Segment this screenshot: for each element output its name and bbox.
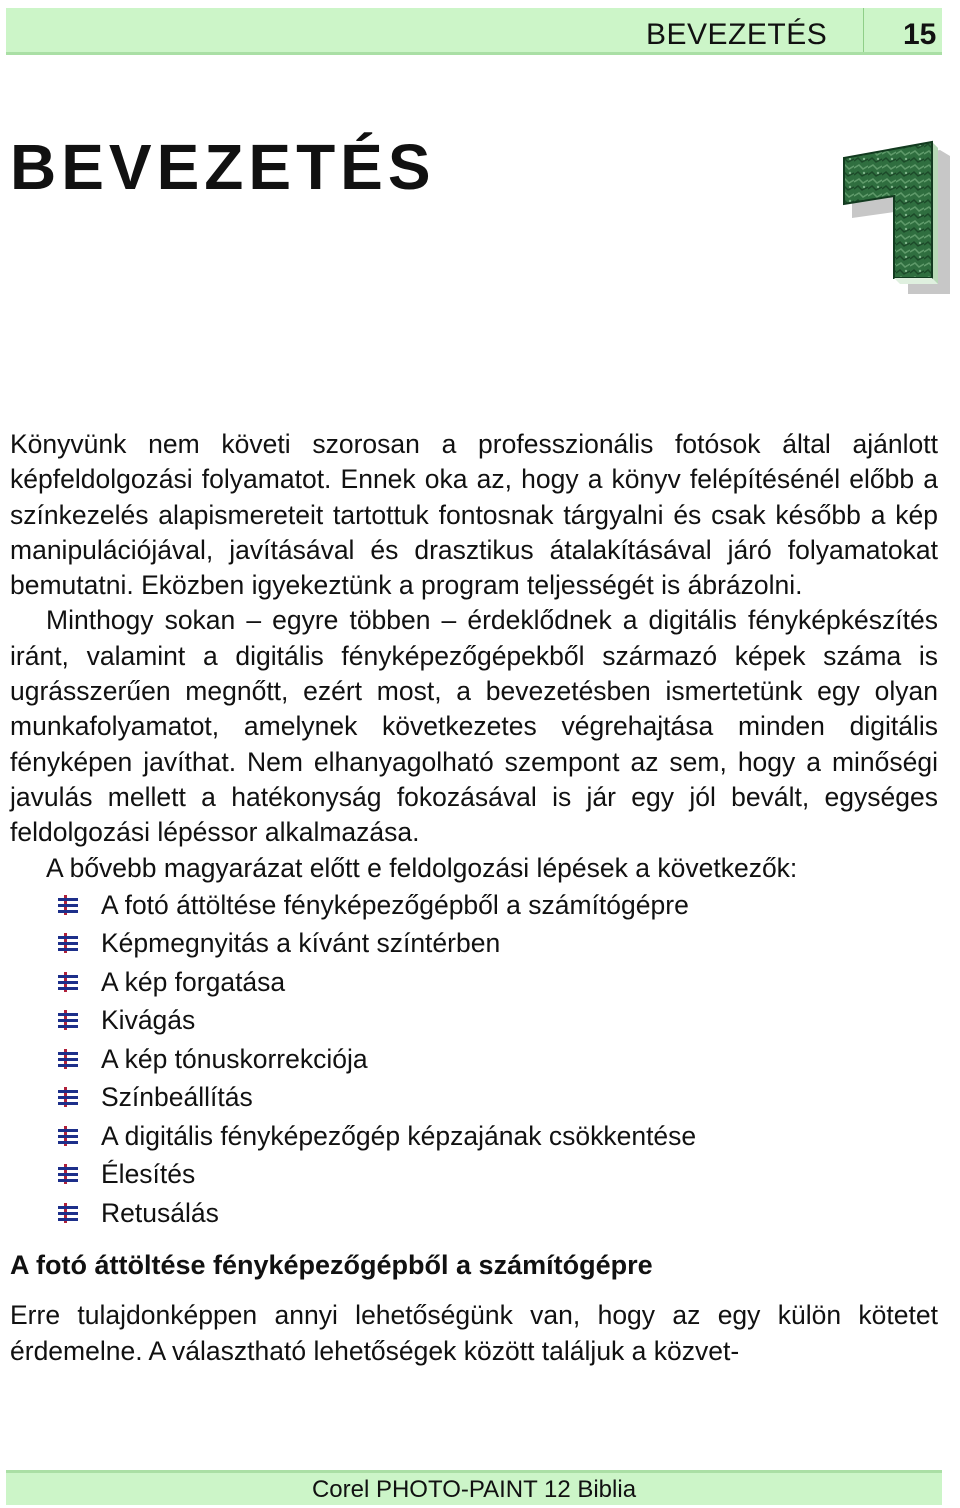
body-text: [10, 427, 938, 1369]
chapter-title: BEVEZETÉS: [10, 131, 436, 203]
list-item: [10, 1117, 938, 1156]
stacked-lines-bullet-icon: [54, 895, 82, 915]
list-item: [10, 1194, 938, 1233]
section-heading: A fotó áttöltése fényképezőgépből a számítógépre: [10, 1250, 653, 1281]
list-item: [10, 1078, 938, 1117]
step-label: A fotó áttöltése fényképezőgépből a számítógépre: [101, 889, 689, 920]
stacked-lines-bullet-icon: [54, 1203, 82, 1223]
stacked-lines-bullet-icon: [54, 1164, 82, 1184]
step-label: Élesítés: [101, 1159, 196, 1190]
running-footer: [6, 1470, 942, 1505]
stacked-lines-bullet-icon: [54, 1049, 82, 1069]
steps-list: [10, 886, 938, 1233]
list-item: [10, 1001, 938, 1040]
stacked-lines-bullet-icon: [54, 1126, 82, 1146]
running-header-title: BEVEZETÉS: [646, 18, 828, 51]
list-item: [10, 1040, 938, 1079]
page-number: 15: [903, 18, 937, 51]
stacked-lines-bullet-icon: [54, 933, 82, 953]
steps-intro: A bővebb magyarázat előtt e feldolgozási lépések a következők:: [46, 852, 798, 883]
list-item: [10, 924, 938, 963]
stacked-lines-bullet-icon: [54, 972, 82, 992]
header-divider: [863, 8, 864, 52]
list-item: [10, 963, 938, 1002]
intro-paragraph: Könyvünk nem követi szorosan a professzionális fotósok által ajánlott képfeldolgozási folyamatot. Ennek oka az, hogy a könyv felépítésénél előbb a színkezelés alapismereteit tartottuk fontosnak tárgyalni és csak később a kép manipulációjával, javításával és drasztikus átalakításával járó folyamatokat bemutatni. Eközben igyekeztünk a program teljességét is ábrázolni.: [10, 429, 938, 601]
running-header: [6, 8, 942, 55]
stacked-lines-bullet-icon: [54, 1087, 82, 1107]
list-item: [10, 886, 938, 925]
step-label: Kivágás: [101, 1005, 196, 1036]
chapter-number-graphic: [812, 136, 960, 296]
step-label: A digitális fényképezőgép képzajának csökkentése: [101, 1120, 697, 1151]
workflow-paragraph: Minthogy sokan – egyre többen – érdeklődnek a digitális fényképkészítés iránt, valamint a digitális fényképezőgépekből származó képek száma is ugrásszerűen megnőtt, ezért most, a bevezetésben ismertetünk egy olyan munkafolyamatot, amelynek következetes végrehajtása minden digitális fényképen javíthat. Nem elhanyagolható szempont az sem, hogy a minőségi javulás mellett a hatékonyság fokozásával is jár egy jól bevált, egységes feldolgozási lépéssor alkalmazása.: [10, 605, 938, 848]
step-label: A kép forgatása: [101, 966, 286, 997]
list-item: [10, 1155, 938, 1194]
book-title-footer: Corel PHOTO-PAINT 12 Biblia: [311, 1476, 637, 1503]
stacked-lines-bullet-icon: [54, 1010, 82, 1030]
step-label: Retusálás: [101, 1197, 219, 1228]
section-paragraph: Erre tulajdonképpen annyi lehetőségünk van, hogy az egy külön kötetet érdemelne. A választható lehetőségek között találjuk a közvet-: [10, 1300, 938, 1366]
step-label: Képmegnyitás a kívánt színtérben: [101, 928, 501, 959]
step-label: Színbeállítás: [101, 1082, 253, 1113]
step-label: A kép tónuskorrekciója: [101, 1043, 368, 1074]
